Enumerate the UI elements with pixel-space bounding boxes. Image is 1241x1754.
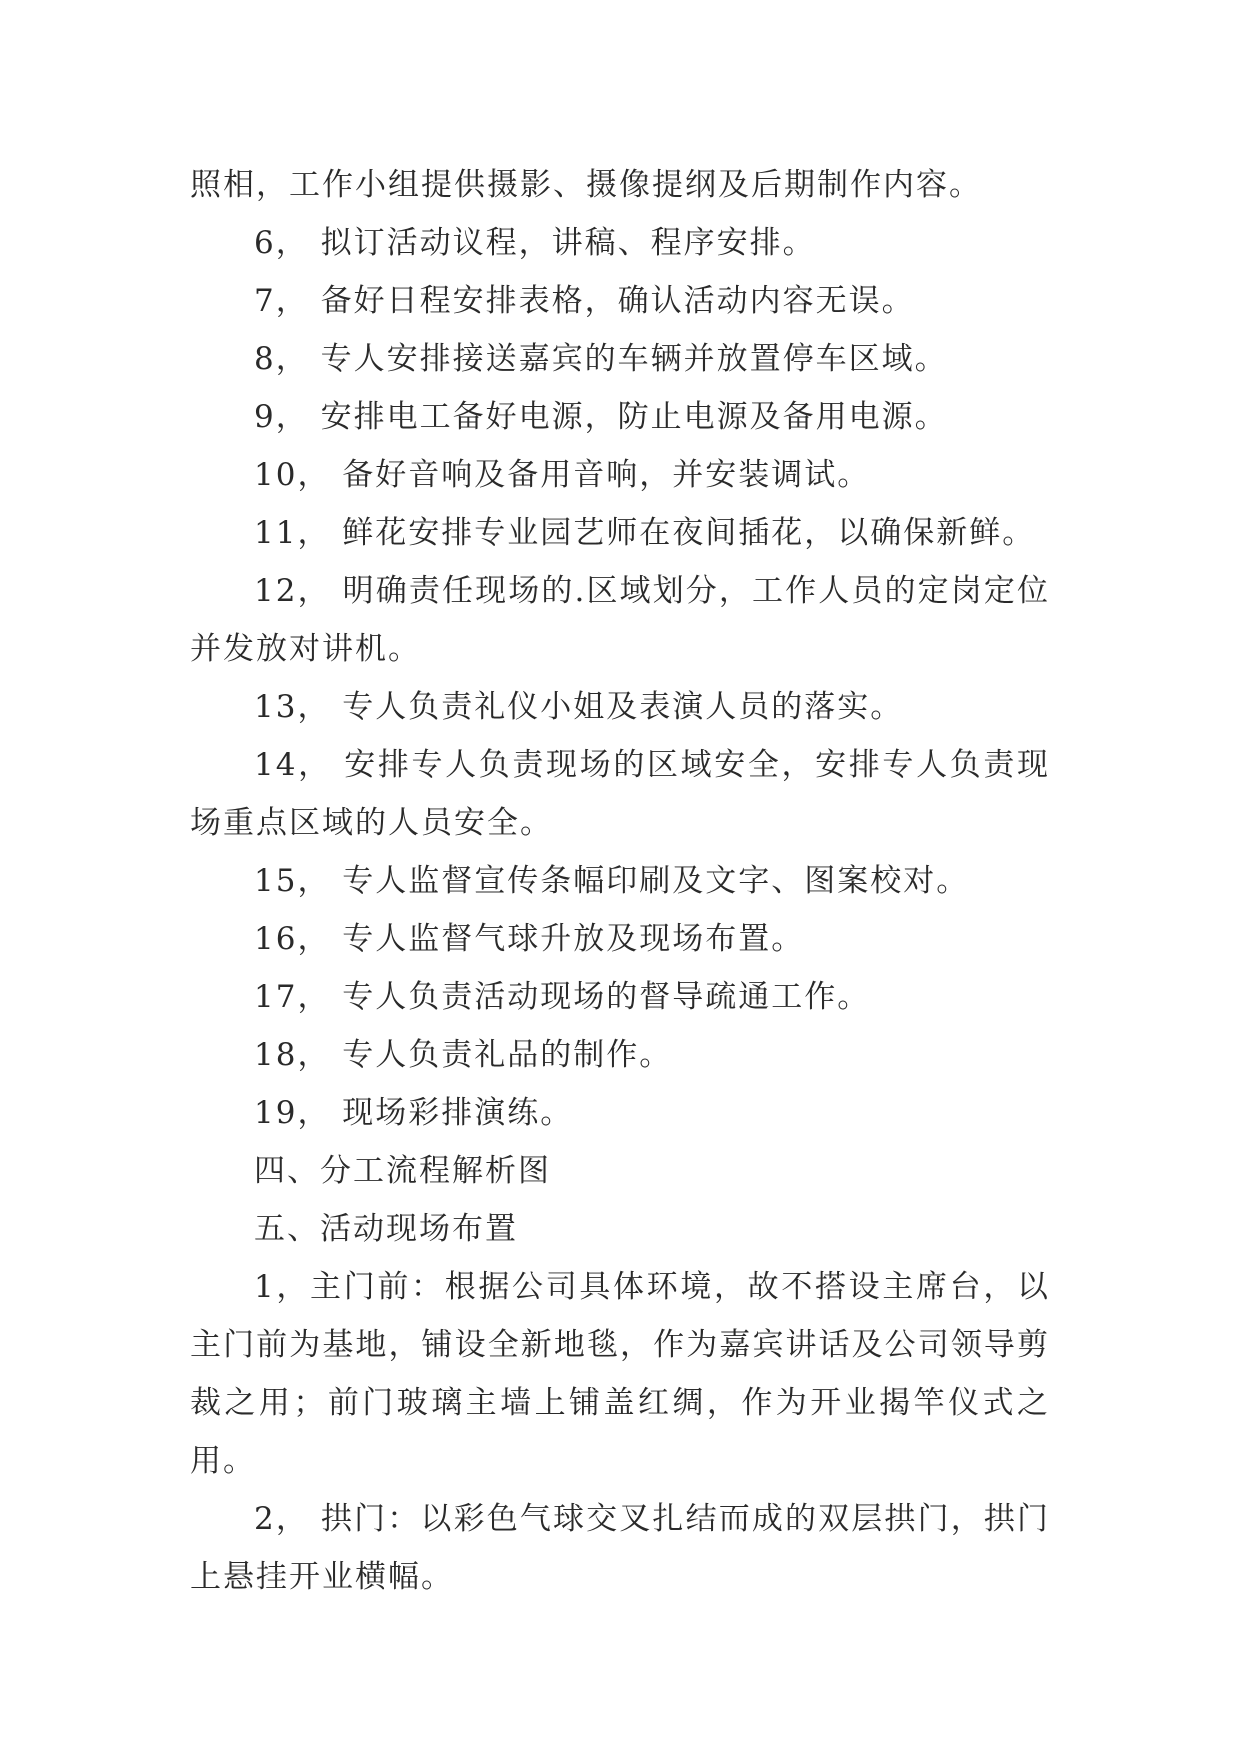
paragraph-arch: 2， 拱门：以彩色气球交叉扎结而成的双层拱门，拱门上悬挂开业横幅。 [190, 1501, 1050, 1595]
section-heading-4: 四、分工流程解析图 [254, 1153, 551, 1189]
paragraph-item-12: 12， 明确责任现场的.区域划分，工作人员的定岗定位并发放对讲机。 [190, 573, 1050, 667]
paragraph-item-11: 11， 鲜花安排专业园艺师在夜间插花，以确保新鲜。 [254, 515, 1036, 551]
paragraph-item-7: 7， 备好日程安排表格，确认活动内容无误。 [254, 283, 915, 319]
document-body [190, 156, 1050, 1606]
paragraph-item-9: 9， 安排电工备好电源，防止电源及备用电源。 [254, 399, 948, 435]
paragraph-item-17: 17， 专人负责活动现场的督导疏通工作。 [254, 979, 871, 1015]
paragraph-item-13: 13， 专人负责礼仪小姐及表演人员的落实。 [254, 689, 904, 725]
paragraph-item-18: 18， 专人负责礼品的制作。 [254, 1037, 673, 1073]
paragraph-item-14: 14， 安排专人负责现场的区域安全，安排专人负责现场重点区域的人员安全。 [190, 747, 1050, 841]
paragraph-main-gate: 1，主门前：根据公司具体环境，故不搭设主席台，以主门前为基地，铺设全新地毯，作为嘉宾讲话及公司领导剪裁之用；前门玻璃主墙上铺盖红绸，作为开业揭竿仪式之用。 [190, 1269, 1050, 1479]
paragraph-item-15: 15， 专人监督宣传条幅印刷及文字、图案校对。 [254, 863, 970, 899]
section-heading-5: 五、活动现场布置 [254, 1211, 518, 1247]
paragraph-item-6: 6， 拟订活动议程，讲稿、程序安排。 [254, 225, 816, 261]
paragraph-continuation: 照相，工作小组提供摄影、摄像提纲及后期制作内容。 [190, 167, 982, 203]
paragraph-item-19: 19， 现场彩排演练。 [254, 1095, 574, 1131]
paragraph-item-16: 16， 专人监督气球升放及现场布置。 [254, 921, 805, 957]
paragraph-item-10: 10， 备好音响及备用音响，并安装调试。 [254, 457, 871, 493]
paragraph-item-8: 8， 专人安排接送嘉宾的车辆并放置停车区域。 [254, 341, 948, 377]
